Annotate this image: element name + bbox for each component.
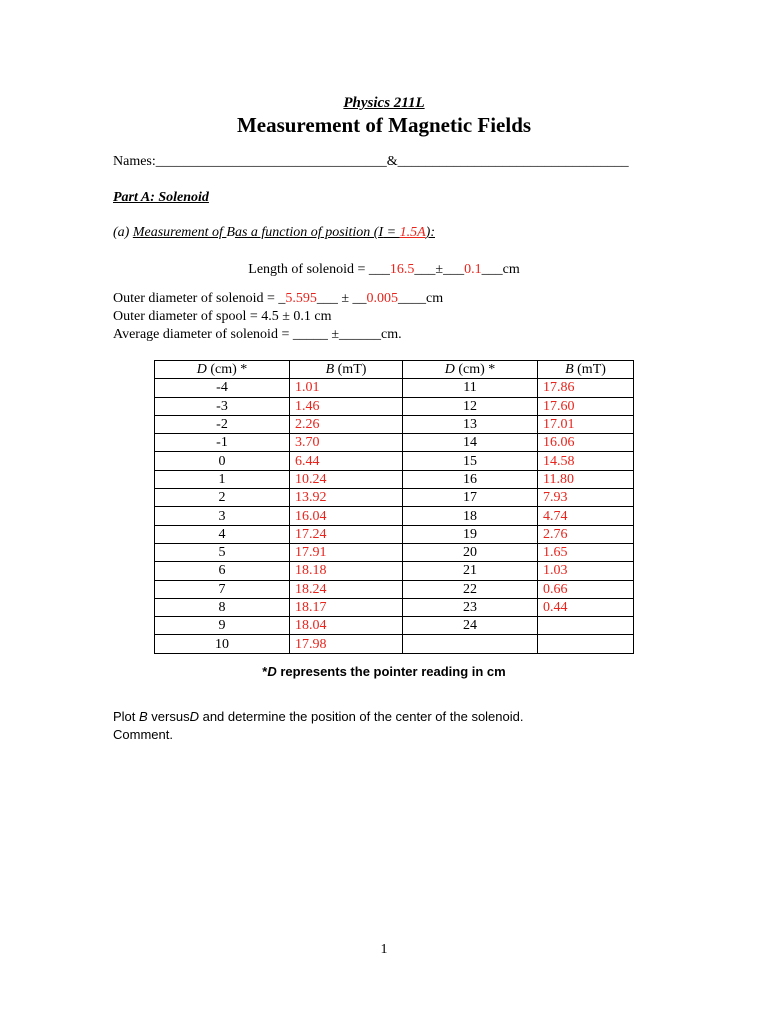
header-b1-var: B [325,362,335,378]
outer-diameter-label: Outer diameter of solenoid = _ [113,291,286,306]
table-row [155,543,634,561]
table-row [155,434,634,452]
footnote-text: represents the pointer reading in cm [276,664,506,679]
length-unit: ___cm [481,262,520,277]
position-cell: -1 [155,434,290,452]
position-cell: 21 [403,562,538,580]
field-cell: 4.74 [538,507,634,525]
table-row [155,562,634,580]
table-row [155,507,634,525]
position-cell: 20 [403,543,538,561]
outer-diameter-pm: ___ ± __ [316,291,367,306]
current-value: 1.5A [399,225,426,240]
table-header-row [155,361,634,379]
header-b-2 [538,361,634,379]
field-cell: 2.76 [538,525,634,543]
subheading-close: ): [425,225,435,240]
field-cell [538,635,634,653]
field-cell: 18.24 [290,580,403,598]
field-cell: 7.93 [538,489,634,507]
page-number: 1 [380,942,388,957]
comment-line: Comment. [113,727,173,742]
field-cell: 16.04 [290,507,403,525]
position-cell: 13 [403,415,538,433]
header-b-1 [290,361,403,379]
position-cell: 0 [155,452,290,470]
table-row [155,397,634,415]
plot-b: B [139,709,148,724]
field-cell: 1.46 [290,397,403,415]
position-cell: 17 [403,489,538,507]
table-row [155,470,634,488]
course-name: Physics 211L [343,95,425,111]
table-row [155,525,634,543]
field-cell: 16.06 [538,434,634,452]
position-cell: 2 [155,489,290,507]
position-cell: 12 [403,397,538,415]
measurement-table [154,360,634,654]
position-cell: -3 [155,397,290,415]
footnote-star: * [262,664,268,679]
subheading-prefix: (a) [113,225,133,240]
subheading-part2: as a function of position ( [234,225,379,240]
table-row [155,635,634,653]
spool-diameter-line: Outer diameter of spool = 4.5 ± 0.1 cm [113,309,332,324]
outer-diameter-error: 0.005 [366,291,399,306]
header-d-1 [155,361,290,379]
position-cell: 7 [155,580,290,598]
field-cell: 17.60 [538,397,634,415]
field-cell: 1.01 [290,379,403,397]
table-row [155,580,634,598]
header-b1-unit: (mT) [334,362,367,378]
header-d1-unit: (cm) * [206,362,248,378]
length-error: 0.1 [464,262,482,277]
field-cell: 14.58 [538,452,634,470]
table-row [155,617,634,635]
position-cell: 23 [403,598,538,616]
length-pm: ___±___ [414,262,465,277]
outer-diameter-value: 5.595 [285,291,317,306]
length-label: Length of solenoid = ___ [248,262,390,277]
position-cell: 16 [403,470,538,488]
plot-c: versus [147,709,190,724]
field-cell: 6.44 [290,452,403,470]
subheading-i: I [378,225,384,240]
footnote-var: D [267,664,277,679]
position-cell: 6 [155,562,290,580]
position-cell: 19 [403,525,538,543]
position-cell [403,635,538,653]
table-footnote [0,664,768,679]
field-cell: 0.66 [538,580,634,598]
header-d2-var: D [444,362,455,378]
position-cell: 8 [155,598,290,616]
position-cell: 24 [403,617,538,635]
position-cell: 18 [403,507,538,525]
position-cell: 1 [155,470,290,488]
average-diameter-line: Average diameter of solenoid = _____ ±______cm. [113,327,402,342]
plot-a: Plot [113,709,140,724]
field-cell [538,617,634,635]
field-cell: 17.98 [290,635,403,653]
length-value: 16.5 [389,262,415,277]
names-line: Names:_________________________________&_________________________________ [113,154,629,169]
position-cell: 15 [403,452,538,470]
header-b2-unit: (mT) [573,362,606,378]
section-heading: Part A: Solenoid [113,190,209,205]
table-row [155,452,634,470]
table-row [155,489,634,507]
diameter-lines [113,290,443,344]
field-cell: 13.92 [290,489,403,507]
position-cell: 5 [155,543,290,561]
field-cell: 3.70 [290,434,403,452]
field-cell: 10.24 [290,470,403,488]
plot-e: and determine the position of the center of the solenoid. [198,709,524,724]
outer-diameter-unit: ____cm [398,291,444,306]
position-cell: 10 [155,635,290,653]
field-cell: 17.86 [538,379,634,397]
header-b2-var: B [565,362,574,378]
position-cell: 4 [155,525,290,543]
length-line [0,262,768,278]
position-cell: 11 [403,379,538,397]
header-d-2 [403,361,538,379]
plot-instructions [113,708,523,744]
table-row [155,415,634,433]
header-d1-var: D [196,362,207,378]
position-cell: -2 [155,415,290,433]
field-cell: 17.91 [290,543,403,561]
field-cell: 17.24 [290,525,403,543]
subheading-part1: Measurement of [132,225,227,240]
position-cell: 22 [403,580,538,598]
subheading-eq: = [383,225,400,240]
field-cell: 18.04 [290,617,403,635]
outer-diameter-line [113,290,443,308]
table-body [155,379,634,653]
position-cell: 14 [403,434,538,452]
field-cell: 17.01 [538,415,634,433]
field-cell: 0.44 [538,598,634,616]
field-cell: 11.80 [538,470,634,488]
table-row [155,598,634,616]
plot-instruction-line [113,708,523,726]
field-cell: 1.03 [538,562,634,580]
field-cell: 18.17 [290,598,403,616]
position-cell: 9 [155,617,290,635]
field-cell: 1.65 [538,543,634,561]
page-title: Measurement of Magnetic Fields [236,113,532,137]
position-cell: 3 [155,507,290,525]
subsection-heading [113,225,435,241]
field-cell: 18.18 [290,562,403,580]
position-cell: -4 [155,379,290,397]
table-row [155,379,634,397]
header-d2-unit: (cm) * [454,362,496,378]
plot-d: D [189,709,199,724]
field-cell: 2.26 [290,415,403,433]
subheading-b: B [226,225,235,240]
